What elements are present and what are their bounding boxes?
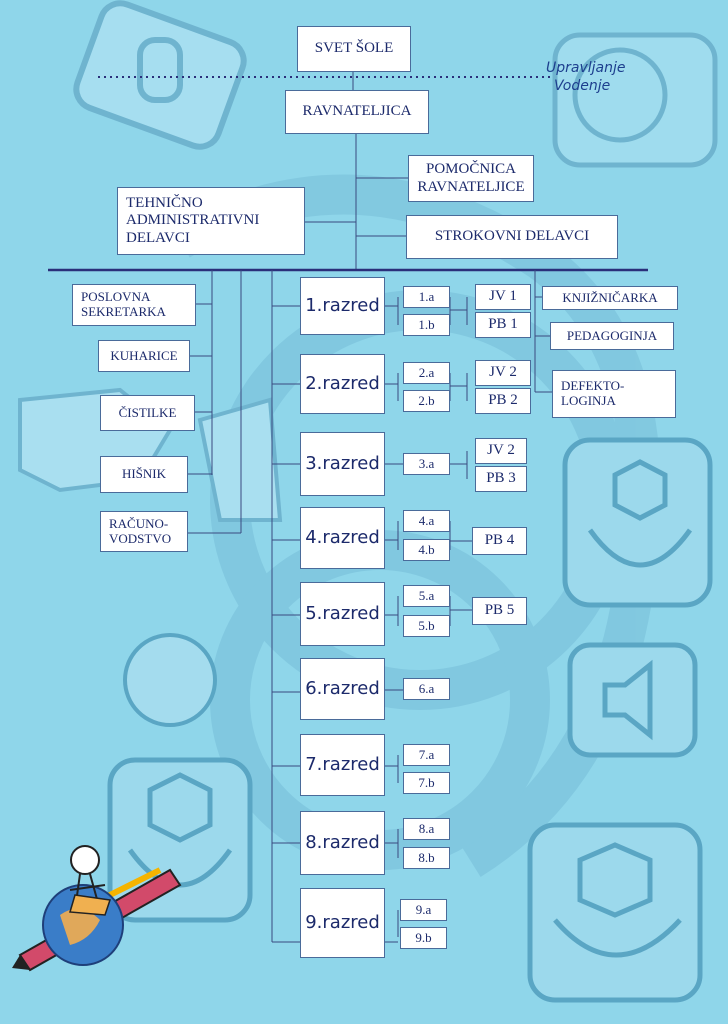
- vodenje-label: Vodenje: [554, 78, 611, 94]
- staff-box-sekretarka: POSLOVNA SEKRETARKA: [72, 284, 196, 326]
- staff-box-cistilke: ČISTILKE: [100, 395, 195, 431]
- class-box: 1.a: [403, 286, 450, 308]
- grade-box: 8.razred: [300, 811, 385, 875]
- group-box: JV 1: [475, 284, 531, 310]
- specialist-box-defektologinja: DEFEKTO- LOGINJA: [552, 370, 676, 418]
- specialist-box-knjiznicarka: KNJIŽNIČARKA: [542, 286, 678, 310]
- staff-box-hisnik: HIŠNIK: [100, 456, 188, 493]
- class-box: 9.b: [400, 927, 447, 949]
- specialist-box-pedagoginja: PEDAGOGINJA: [550, 322, 674, 350]
- grade-box: 1.razred: [300, 277, 385, 335]
- upravljanje-label: Upravljanje: [546, 60, 626, 76]
- class-box: 3.a: [403, 453, 450, 475]
- class-box: 5.a: [403, 585, 450, 607]
- ravnateljica-box: RAVNATELJICA: [285, 90, 429, 134]
- grade-box: 3.razred: [300, 432, 385, 496]
- class-box: 4.b: [403, 539, 450, 561]
- class-box: 2.a: [403, 362, 450, 384]
- svet-sole-box: SVET ŠOLE: [297, 26, 411, 72]
- class-box: 7.a: [403, 744, 450, 766]
- group-box: PB 3: [475, 466, 527, 492]
- group-box: PB 1: [475, 312, 531, 338]
- grade-box: 5.razred: [300, 582, 385, 646]
- pomocnica-box: POMOČNICA RAVNATELJICE: [408, 155, 534, 202]
- staff-box-racunovodstvo: RAČUNO- VODSTVO: [100, 511, 188, 552]
- grade-box: 4.razred: [300, 507, 385, 569]
- class-box: 4.a: [403, 510, 450, 532]
- class-box: 5.b: [403, 615, 450, 637]
- grade-box: 9.razred: [300, 888, 385, 958]
- class-box: 9.a: [400, 899, 447, 921]
- grade-box: 2.razred: [300, 354, 385, 414]
- grade-box: 6.razred: [300, 658, 385, 720]
- group-box: PB 4: [472, 527, 527, 555]
- group-box: PB 2: [475, 388, 531, 414]
- class-box: 2.b: [403, 390, 450, 412]
- class-box: 8.b: [403, 847, 450, 869]
- class-box: 1.b: [403, 314, 450, 336]
- group-box: PB 5: [472, 597, 527, 625]
- strokovni-box: STROKOVNI DELAVCI: [406, 215, 618, 259]
- staff-box-kuharice: KUHARICE: [98, 340, 190, 372]
- grade-box: 7.razred: [300, 734, 385, 796]
- group-box: JV 2: [475, 438, 527, 464]
- class-box: 6.a: [403, 678, 450, 700]
- tehnicno-box: TEHNIČNO ADMINISTRATIVNI DELAVCI: [117, 187, 305, 255]
- class-box: 7.b: [403, 772, 450, 794]
- group-box: JV 2: [475, 360, 531, 386]
- class-box: 8.a: [403, 818, 450, 840]
